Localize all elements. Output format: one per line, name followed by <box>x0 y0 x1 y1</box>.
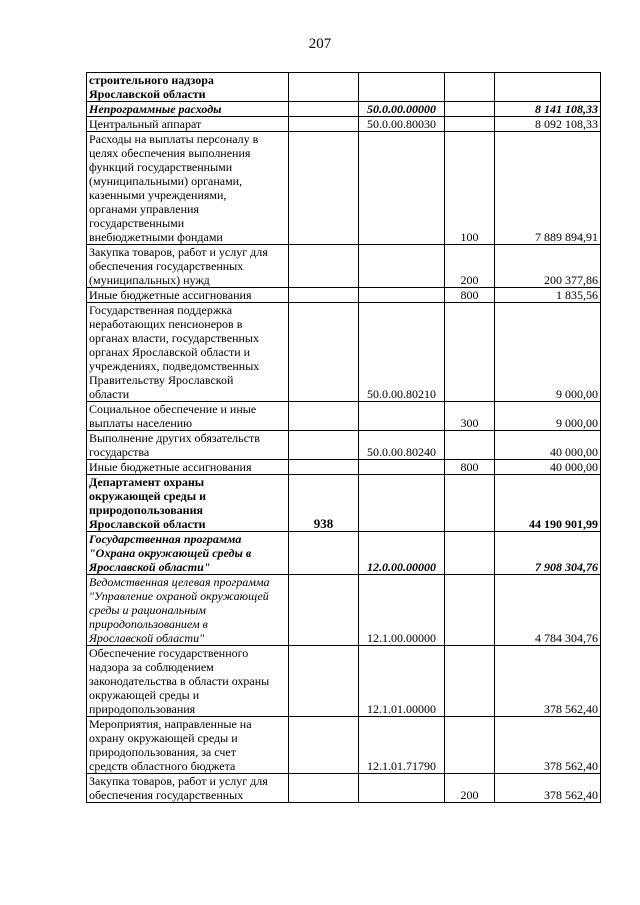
expense-name-line: окружающей среды и <box>89 688 200 702</box>
amount-cell <box>495 73 601 102</box>
gov-code-cell <box>289 402 359 431</box>
table-row <box>87 575 601 646</box>
amount-cell: 4 784 304,76 <box>495 575 601 646</box>
target-article-cell <box>359 73 445 102</box>
expense-name-line: законодательства в области охраны <box>89 674 270 688</box>
expense-name-line: средств областного бюджета <box>89 759 236 773</box>
expense-name-cell <box>87 532 289 575</box>
expense-type-cell: 200 <box>445 245 495 288</box>
expense-name-line: Мероприятия, направленные на <box>89 717 252 731</box>
gov-code-cell <box>289 73 359 102</box>
expense-name-cell <box>87 402 289 431</box>
expense-name-line: органами управления <box>89 202 199 216</box>
expense-name-line: Государственная поддержка <box>89 303 233 317</box>
gov-code-cell <box>289 117 359 132</box>
target-article-cell <box>359 402 445 431</box>
gov-code-cell: 938 <box>289 475 359 532</box>
expense-name-line: Центральный аппарат <box>89 117 202 131</box>
expense-name-line: среды и рациональным <box>89 603 206 617</box>
target-article-cell: 12.1.00.00000 <box>359 575 445 646</box>
expense-name-cell <box>87 288 289 303</box>
expense-name-line: неработающих пенсионеров в <box>89 317 243 331</box>
table-row <box>87 117 601 132</box>
amount-cell: 9 000,00 <box>495 303 601 402</box>
amount-cell: 200 377,86 <box>495 245 601 288</box>
expense-name-line: Социальное обеспечение и иные <box>89 402 257 416</box>
expense-name-line: окружающей среды и <box>89 489 207 503</box>
expense-name-line: органах власти, государственных <box>89 331 259 345</box>
table-row <box>87 475 601 532</box>
expense-name-line: природопользования <box>89 503 203 517</box>
gov-code-cell <box>289 245 359 288</box>
amount-cell: 9 000,00 <box>495 402 601 431</box>
table-row <box>87 460 601 475</box>
amount-cell: 7 889 894,91 <box>495 132 601 245</box>
gov-code-cell <box>289 431 359 460</box>
expense-name-line: Обеспечение государственного <box>89 646 249 660</box>
expense-type-cell: 100 <box>445 132 495 245</box>
amount-cell: 40 000,00 <box>495 431 601 460</box>
target-article-cell: 50.0.00.80240 <box>359 431 445 460</box>
gov-code-cell <box>289 646 359 717</box>
expense-name-line: Расходы на выплаты персоналу в <box>89 132 259 146</box>
expense-name-cell <box>87 717 289 774</box>
expense-name-line: выплаты населению <box>89 416 193 430</box>
expense-name-line: Правительству Ярославской <box>89 373 234 387</box>
expense-name-cell <box>87 575 289 646</box>
table-row <box>87 774 601 803</box>
expense-name-line: (муниципальных) нужд <box>89 273 210 287</box>
expense-name-cell <box>87 460 289 475</box>
expense-name-cell <box>87 245 289 288</box>
table-row <box>87 646 601 717</box>
expense-name-line: обеспечения государственных <box>89 788 244 802</box>
target-article-cell: 12.0.00.00000 <box>359 532 445 575</box>
expense-name-line: обеспечения государственных <box>89 259 244 273</box>
expense-name-line: природопользованием в <box>89 617 208 631</box>
amount-cell: 8 092 108,33 <box>495 117 601 132</box>
target-article-cell: 50.0.00.00000 <box>359 102 445 117</box>
gov-code-cell <box>289 132 359 245</box>
expense-name-line: области <box>89 387 130 401</box>
expense-name-line: целях обеспечения выполнения <box>89 146 251 160</box>
expense-type-cell <box>445 431 495 460</box>
expense-name-line: Закупка товаров, работ и услуг для <box>89 774 268 788</box>
budget-table <box>86 72 601 803</box>
target-article-cell: 50.0.00.80210 <box>359 303 445 402</box>
expense-name-line: государственными <box>89 216 185 230</box>
gov-code-cell <box>289 303 359 402</box>
table-row <box>87 102 601 117</box>
target-article-cell: 12.1.01.00000 <box>359 646 445 717</box>
expense-name-cell <box>87 102 289 117</box>
expense-name-cell <box>87 646 289 717</box>
table-row <box>87 717 601 774</box>
expense-name-cell <box>87 475 289 532</box>
amount-cell: 7 908 304,76 <box>495 532 601 575</box>
expense-name-line: органах Ярославской области и <box>89 345 251 359</box>
expense-type-cell <box>445 102 495 117</box>
expense-type-cell <box>445 646 495 717</box>
page-number: 207 <box>308 36 332 52</box>
gov-code-cell <box>289 460 359 475</box>
expense-name-cell <box>87 431 289 460</box>
expense-name-line: Выполнение других обязательств <box>89 431 260 445</box>
expense-name-line: строительного надзора <box>89 73 214 87</box>
table-row <box>87 132 601 245</box>
expense-name-cell <box>87 303 289 402</box>
table-row <box>87 431 601 460</box>
target-article-cell <box>359 475 445 532</box>
amount-cell: 378 562,40 <box>495 646 601 717</box>
target-article-cell: 50.0.00.80030 <box>359 117 445 132</box>
expense-name-line: функций государственными <box>89 160 233 174</box>
gov-code-cell <box>289 774 359 803</box>
expense-name-line: Ярославской области" <box>89 560 211 574</box>
expense-type-cell: 800 <box>445 288 495 303</box>
expense-name-line: "Охрана окружающей среды в <box>89 546 252 560</box>
expense-name-cell <box>87 73 289 102</box>
expense-type-cell <box>445 575 495 646</box>
expense-name-cell <box>87 774 289 803</box>
expense-name-line: (муниципальными) органами, <box>89 174 243 188</box>
table-row <box>87 532 601 575</box>
expense-name-line: Ведомственная целевая программа <box>89 575 270 589</box>
expense-name-line: казенными учреждениями, <box>89 188 227 202</box>
gov-code-cell <box>289 288 359 303</box>
gov-code-cell <box>289 532 359 575</box>
expense-name-cell <box>87 117 289 132</box>
table-row <box>87 303 601 402</box>
expense-name-cell <box>87 132 289 245</box>
expense-name-line: Непрограммные расходы <box>89 102 222 116</box>
target-article-cell <box>359 774 445 803</box>
expense-name-line: природопользования <box>89 702 196 716</box>
table-row <box>87 402 601 431</box>
target-article-cell <box>359 460 445 475</box>
expense-type-cell <box>445 73 495 102</box>
amount-cell: 378 562,40 <box>495 774 601 803</box>
expense-name-line: Ярославской области <box>89 87 206 101</box>
target-article-cell <box>359 245 445 288</box>
amount-cell: 1 835,56 <box>495 288 601 303</box>
expense-name-line: "Управление охраной окружающей <box>89 589 269 603</box>
gov-code-cell <box>289 717 359 774</box>
expense-type-cell <box>445 475 495 532</box>
expense-name-line: Закупка товаров, работ и услуг для <box>89 245 268 259</box>
expense-name-line: государства <box>89 445 150 459</box>
expense-type-cell: 300 <box>445 402 495 431</box>
target-article-cell <box>359 288 445 303</box>
gov-code-cell <box>289 575 359 646</box>
expense-type-cell <box>445 532 495 575</box>
expense-name-line: Иные бюджетные ассигнования <box>89 288 252 302</box>
expense-type-cell <box>445 303 495 402</box>
expense-name-line: Ярославской области" <box>89 631 205 645</box>
expense-name-line: природопользования, за счет <box>89 745 236 759</box>
expense-name-line: Государственная программа <box>89 532 242 546</box>
expense-type-cell: 800 <box>445 460 495 475</box>
amount-cell: 40 000,00 <box>495 460 601 475</box>
target-article-cell: 12.1.01.71790 <box>359 717 445 774</box>
table-row <box>87 245 601 288</box>
gov-code-cell <box>289 102 359 117</box>
expense-name-line: Департамент охраны <box>89 475 205 489</box>
table-row <box>87 288 601 303</box>
amount-cell: 378 562,40 <box>495 717 601 774</box>
expense-name-line: Иные бюджетные ассигнования <box>89 460 252 474</box>
table-row <box>87 73 601 102</box>
expense-name-line: надзора за соблюдением <box>89 660 214 674</box>
expense-type-cell <box>445 717 495 774</box>
budget-table-body <box>87 73 601 803</box>
expense-name-line: Ярославской области <box>89 517 206 531</box>
target-article-cell <box>359 132 445 245</box>
expense-name-line: внебюджетными фондами <box>89 230 223 244</box>
expense-type-cell: 200 <box>445 774 495 803</box>
amount-cell: 8 141 108,33 <box>495 102 601 117</box>
amount-cell: 44 190 901,99 <box>495 475 601 532</box>
expense-name-line: охрану окружающей среды и <box>89 731 238 745</box>
expense-name-line: учреждениях, подведомственных <box>89 359 260 373</box>
expense-type-cell <box>445 117 495 132</box>
